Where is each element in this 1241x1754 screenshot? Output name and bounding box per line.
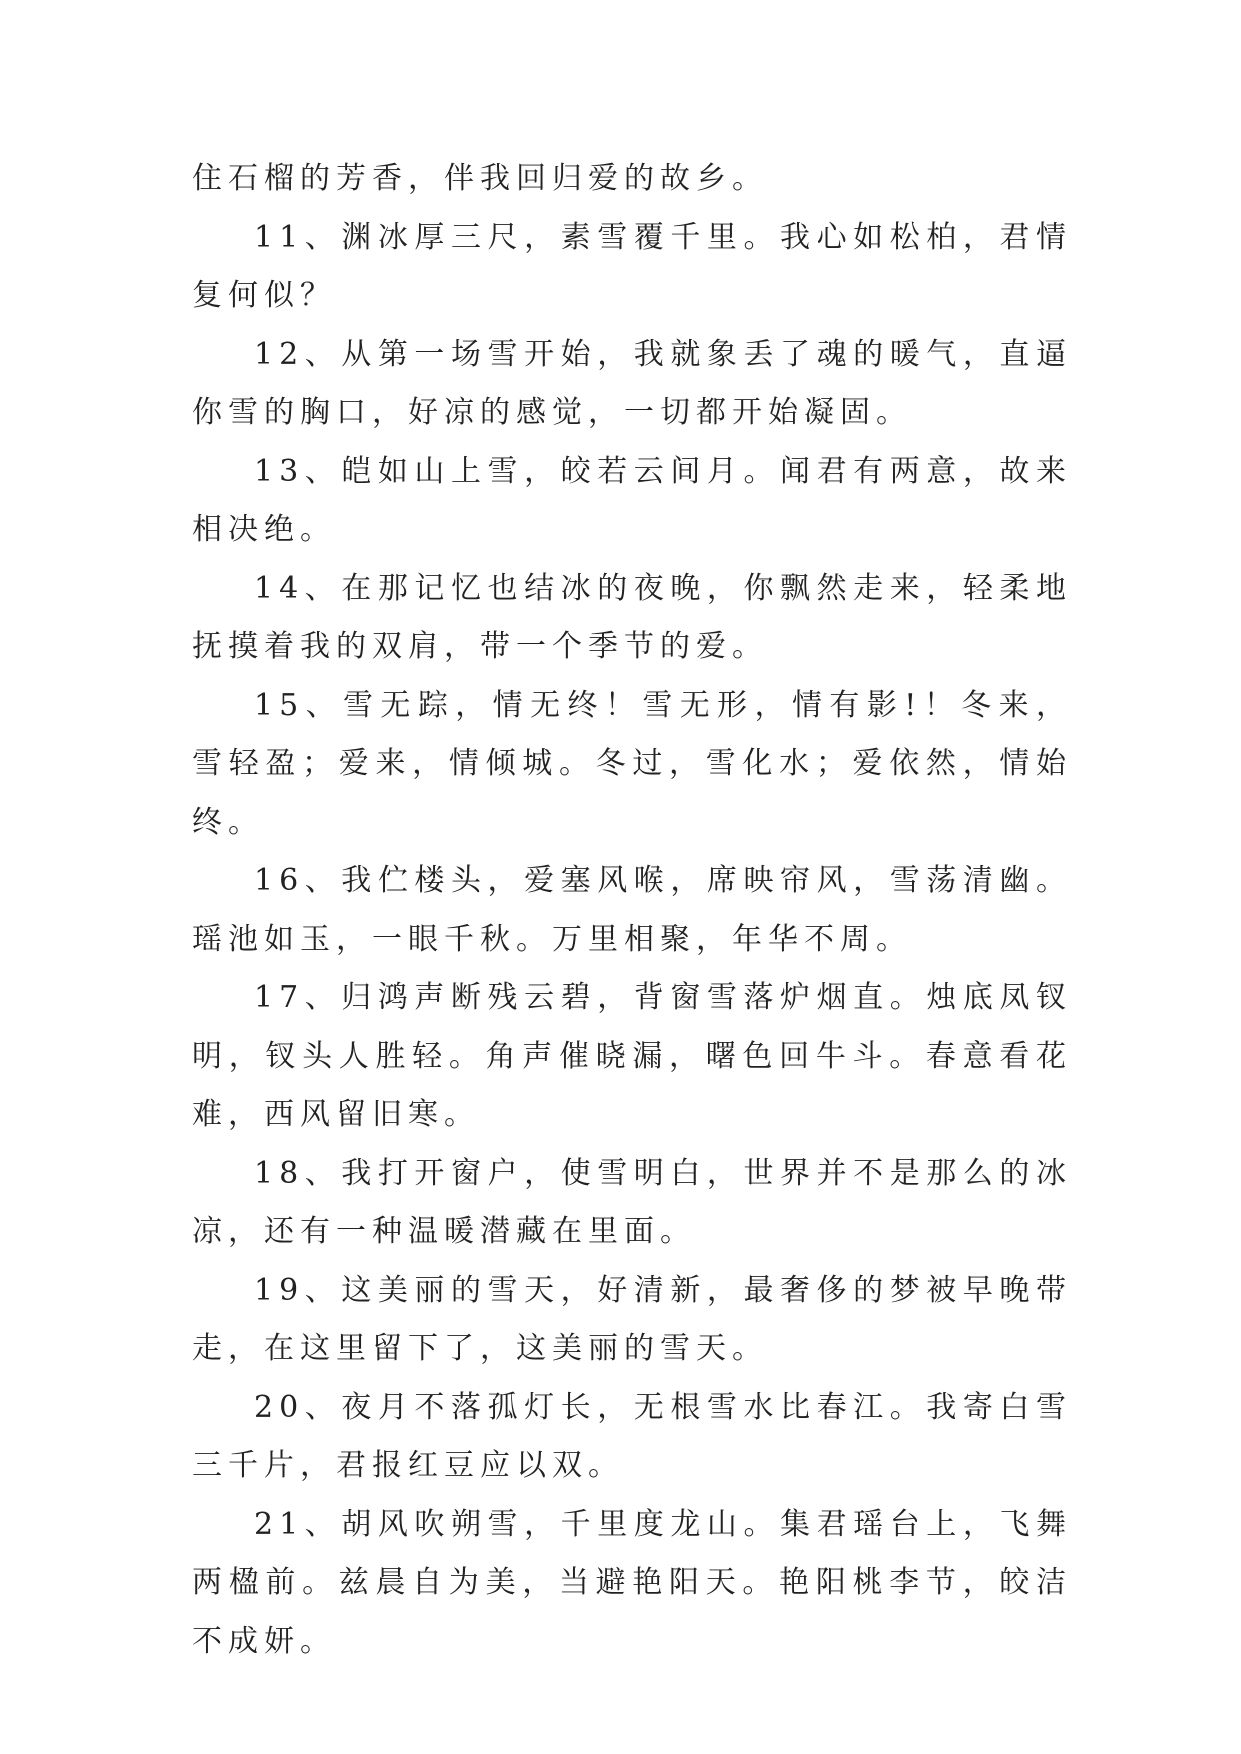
paragraph-item-14: 14、在那记忆也结冰的夜晚，你飘然走来，轻柔地抚摸着我的双肩，带一个季节的爱。 [192,570,1072,664]
paragraph-item-20: 20、夜月不落孤灯长，无根雪水比春江。我寄白雪三千片，君报红豆应以双。 [192,1389,1072,1483]
paragraph-item-18: 18、我打开窗户，使雪明白，世界并不是那么的冰凉，还有一种温暖潜藏在里面。 [192,1155,1072,1249]
paragraph-continuation: 住石榴的芳香，伴我回归爱的故乡。 [192,161,768,196]
paragraph-item-12: 12、从第一场雪开始，我就象丢了魂的暖气，直逼你雪的胸口，好凉的感觉，一切都开始凝固。 [192,336,1072,430]
paragraph-item-21: 21、胡风吹朔雪，千里度龙山。集君瑶台上，飞舞两楹前。兹晨自为美，当避艳阳天。艳阳桃李节，皎洁不成妍。 [192,1506,1072,1659]
paragraph-item-13: 13、皑如山上雪，皎若云间月。闻君有两意，故来相决绝。 [192,453,1072,547]
paragraph-item-17: 17、归鸿声断残云碧，背窗雪落炉烟直。烛底凤钗明，钗头人胜轻。角声催晓漏，曙色回牛斗。春意看花难，西风留旧寒。 [192,980,1072,1132]
paragraph-item-16: 16、我伫楼头，爱塞风喉，席映帘风，雪荡清幽。瑶池如玉，一眼千秋。万里相聚，年华不周。 [192,863,1072,957]
paragraph-item-11: 11、渊冰厚三尺，素雪覆千里。我心如松柏，君情复何似？ [192,219,1072,313]
paragraph-item-19: 19、这美丽的雪天，好清新，最奢侈的梦被早晚带走，在这里留下了，这美丽的雪天。 [192,1272,1072,1366]
document-body [192,150,1072,1671]
paragraph-item-15: 15、雪无踪，情无终！雪无形，情有影!！冬来，雪轻盈；爱来，情倾城。冬过，雪化水；爱依然，情始终。 [192,687,1072,840]
